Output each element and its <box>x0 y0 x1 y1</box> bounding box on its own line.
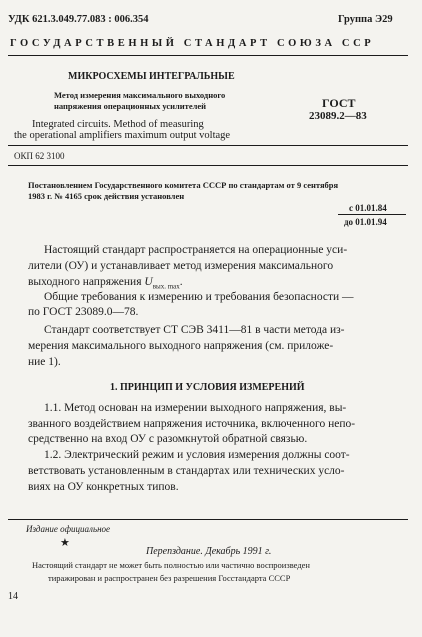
clause-1-1-line-1: 1.1. Метод основан на измерении выходного напряжения, вы- <box>44 402 347 414</box>
requirements-line-1: Общие требования к измерению и требования безопасности — <box>44 291 354 303</box>
english-title-line-2: the operational amplifiers maximum output voltage <box>14 130 231 141</box>
clause-1-1-line-3: средственно на вход ОУ с разомкнутой обратной связью. <box>28 433 308 445</box>
intro-line-2: лители (ОУ) и устанавливает метод измерения максимального <box>28 260 334 272</box>
title-rule <box>8 145 408 146</box>
okp-code: ОКП 62 3100 <box>14 151 65 161</box>
section-heading: 1. ПРИНЦИП И УСЛОВИЯ ИЗМЕРЕНИЙ <box>110 382 305 393</box>
requirements-line-2: по ГОСТ 23089.0—78. <box>28 306 139 318</box>
compliance-line-2: мерения максимального выходного напряжения (см. приложе- <box>28 340 334 352</box>
subtitle-line-2: напряжения операционных усилителей <box>54 101 207 111</box>
header-rule <box>8 55 408 56</box>
official-edition-label: Издание официальное <box>26 524 111 534</box>
gost-label: ГОСТ <box>322 96 356 110</box>
voltage-symbol: U <box>144 276 153 288</box>
decree-line-1: Постановлением Государственного комитета СССР по стандартам от 9 сентября <box>28 180 339 190</box>
copyright-line-1: Настоящий стандарт не может быть полностью или частично воспроизведен <box>32 560 310 570</box>
clause-1-1-line-2: званного воздействием напряжения источника, включенного непо- <box>28 418 356 430</box>
clause-1-2-line-2: ветствовать установленным в стандартах или технических усло- <box>28 465 345 477</box>
state-standard-heading: ГОСУДАРСТВЕННЫЙ СТАНДАРТ СОЮЗА ССР <box>10 38 375 49</box>
compliance-line-3: ние 1). <box>28 356 61 368</box>
gost-number: 23089.2—83 <box>309 110 367 122</box>
star-icon: ★ <box>60 537 70 549</box>
group-code: Группа Э29 <box>338 14 393 25</box>
udk-code: УДК 621.3.049.77.083 : 006.354 <box>8 14 149 25</box>
reprint-note: Перепздание. Декабрь 1991 г. <box>146 546 272 557</box>
copyright-line-2: тиражирован и распространен без разрешения Госстандарта СССР <box>48 573 291 583</box>
english-title-line-1: Integrated circuits. Method of measuring <box>32 119 204 130</box>
document-title: МИКРОСХЕМЫ ИНТЕГРАЛЬНЫЕ <box>68 71 235 82</box>
voltage-subscript: вых. max <box>152 282 180 291</box>
okp-rule <box>8 165 408 166</box>
page-number: 14 <box>8 591 18 602</box>
clause-1-2-line-3: виях на ОУ конкретных типов. <box>28 481 179 493</box>
clause-1-2-line-1: 1.2. Электрический режим и условия измерения должны соот- <box>44 449 350 461</box>
decree-line-2: 1983 г. № 4165 срок действия установлен <box>28 191 185 201</box>
intro-line-3: выходного напряжения $U_{вых. max}$. <box>28 276 183 291</box>
subtitle-line-1: Метод измерения максимального выходного <box>54 90 226 100</box>
footer-rule <box>8 519 408 520</box>
intro-line-1: Настоящий стандарт распространяется на операционные уси- <box>44 244 348 256</box>
validity-from: с 01.01.84 <box>349 203 387 213</box>
compliance-line-1: Стандарт соответствует СТ СЭВ 3411—81 в части метода из- <box>44 324 345 336</box>
validity-to: до 01.01.94 <box>344 217 387 227</box>
validity-rule <box>338 214 406 215</box>
